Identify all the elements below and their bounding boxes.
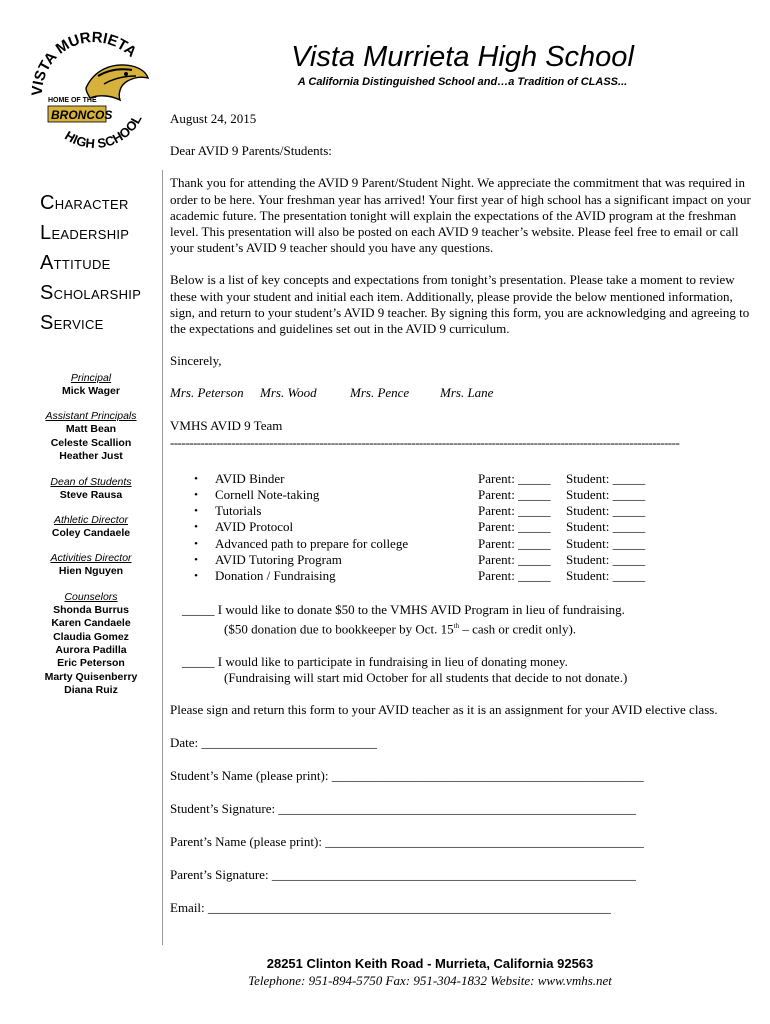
list-item: • AVID Tutoring Program Parent: _____ Student: _____	[194, 551, 646, 567]
parent-initial-field[interactable]: Parent: _____	[478, 567, 551, 583]
fundraising-option-line: _____ I would like to participate in fundraising in lieu of donating money.	[182, 653, 568, 669]
letter-paragraph: Below is a list of key concepts and expectations from tonight’s presentation. Please take a moment to review these with your student and initial each item. Additionally, please provide the below mentioned information, sign, and return to your student’s AVID 9 teacher. By signing this form, you are acknowledging and agreeing to the expectations and guidelines set out in the AVID 9 curriculum.	[170, 272, 750, 337]
teacher-signature: Mrs. Lane	[440, 385, 494, 401]
teacher-signature: Mrs. Peterson	[170, 385, 244, 401]
student-initial-field[interactable]: Student: _____	[566, 487, 646, 503]
donation-option-note: ($50 donation due to bookkeeper by Oct. 15th – cash or credit only).	[224, 621, 577, 637]
donation-option[interactable]	[182, 602, 755, 638]
value-character: CHARACTER	[40, 192, 129, 214]
logo-mascot-text: BRONCOS	[51, 108, 113, 122]
student-initial-field[interactable]: Student: _____	[566, 567, 646, 583]
staff-name: Claudia Gomez	[53, 630, 129, 643]
parent-initial-field[interactable]: Parent: _____	[478, 551, 551, 567]
staff-assistant-principals	[20, 410, 162, 463]
list-item: • Cornell Note-taking Parent: _____ Student: _____	[194, 487, 646, 503]
school-logo	[28, 26, 158, 158]
staff-name: Celeste Scallion	[50, 436, 132, 449]
student-signature-field[interactable]: Student’s Signature: _______________________________________________________	[170, 800, 636, 816]
staff-athletic-director	[20, 514, 162, 540]
letter-date: August 24, 2015	[170, 111, 257, 126]
logo-lower-text: HIGH SCHOOL	[62, 111, 145, 152]
staff-counselors	[20, 591, 162, 698]
staff-name: Shonda Burrus	[53, 603, 129, 616]
staff-name: Hien Nguyen	[58, 565, 124, 578]
staff-name: Steve Rausa	[59, 488, 123, 501]
student-name-field[interactable]: Student’s Name (please print): ________________________________________________	[170, 767, 644, 783]
value-attitude: ATTITUDE	[40, 252, 111, 274]
list-item: • Tutorials Parent: _____ Student: _____	[194, 503, 646, 519]
value-service: SERVICE	[40, 312, 104, 334]
letter-paragraph: Thank you for attending the AVID 9 Parent/Student Night. We appreciate the commitment that was required in order to be here. Your freshman year has arrived! Your first year of high school has a significant impact on your academic future. The presentation tonight will explain the expectations of the AVID program at the freshman level. This presentation will also be posted on each AVID 9 teacher’s website. Please feel free to email or call your student’s AVID 9 teacher should you have any questions.	[170, 175, 751, 256]
student-initial-field[interactable]: Student: _____	[566, 519, 646, 535]
teacher-signature: Mrs. Wood	[260, 385, 317, 401]
staff-name: Karen Candaele	[51, 617, 131, 630]
staff-title: Assistant Principals	[45, 410, 137, 423]
staff-name: Matt Bean	[65, 423, 117, 436]
donation-option-line: _____ I would like to donate $50 to the VMHS AVID Program in lieu of fundraising.	[182, 602, 625, 618]
school-address: 28251 Clinton Keith Road - Murrieta, California 92563	[266, 956, 594, 971]
cut-line: -------------------------------------------------------------------------------------------------------------------------------------	[170, 434, 680, 450]
logo-arc-text: VISTA MURRIETA	[28, 28, 140, 97]
staff-name: Coley Candaele	[51, 527, 131, 540]
staff-name: Mick Wager	[62, 385, 120, 397]
parent-name-field[interactable]: Parent’s Name (please print): _________________________________________________	[170, 833, 644, 849]
staff-name: Aurora Padilla	[55, 644, 127, 657]
staff-name: Eric Peterson	[57, 657, 125, 670]
parent-initial-field[interactable]: Parent: _____	[478, 519, 551, 535]
team-name: VMHS AVID 9 Team	[170, 417, 283, 433]
student-initial-field[interactable]: Student: _____	[566, 535, 646, 551]
expectations-list	[170, 471, 755, 584]
student-initial-field[interactable]: Student: _____	[566, 470, 646, 486]
instruction-text: Please sign and return this form to your AVID teacher as it is an assignment for your AVID elective class.	[170, 702, 718, 718]
value-leadership: LEADERSHIP	[40, 222, 130, 244]
staff-dean	[20, 476, 162, 502]
staff-title: Athletic Director	[53, 514, 129, 527]
letterhead	[170, 40, 755, 88]
staff-title: Dean of Students	[50, 475, 132, 488]
list-item: • AVID Protocol Parent: _____ Student: _____	[194, 519, 646, 535]
list-item: • Advanced path to prepare for college Parent: _____ Student: _____	[194, 535, 646, 551]
letter-salutation: Dear AVID 9 Parents/Students:	[170, 143, 332, 159]
list-item: • AVID Binder Parent: _____ Student: _____	[194, 470, 646, 486]
teacher-signatures	[170, 385, 755, 401]
staff-title: Activities Director	[50, 552, 132, 565]
class-values	[40, 190, 141, 340]
letter-body	[170, 111, 755, 933]
parent-signature-field[interactable]: Parent’s Signature: ________________________________________________________	[170, 866, 636, 882]
staff-principal	[20, 372, 162, 398]
date-field[interactable]: Date: ___________________________	[170, 734, 377, 750]
parent-initial-field[interactable]: Parent: _____	[478, 470, 551, 486]
staff-name: Diana Ruiz	[64, 684, 118, 697]
email-field[interactable]: Email: ______________________________________________________________	[170, 899, 611, 915]
list-item: • Donation / Fundraising Parent: _____ Student: _____	[194, 567, 646, 583]
logo-home-text: HOME OF THE	[48, 97, 97, 104]
school-contact: Telephone: 951-894-5750 Fax: 951-304-1832 Website: www.vmhs.net	[248, 973, 612, 988]
student-initial-field[interactable]: Student: _____	[566, 503, 646, 519]
fundraising-option[interactable]	[182, 654, 755, 686]
staff-title: Counselors	[64, 590, 118, 603]
student-initial-field[interactable]: Student: _____	[566, 551, 646, 567]
teacher-signature: Mrs. Pence	[350, 385, 410, 401]
staff-activities-director	[20, 552, 162, 578]
staff-title: Principal	[70, 372, 112, 384]
parent-initial-field[interactable]: Parent: _____	[478, 487, 551, 503]
footer	[170, 956, 690, 990]
school-tagline: A California Distinguished School and…a Tradition of CLASS...	[297, 76, 628, 88]
staff-name: Heather Just	[59, 450, 123, 463]
staff-directory	[20, 372, 162, 710]
staff-name: Marty Quisenberry	[44, 670, 138, 683]
school-name: Vista Murrieta High School	[291, 41, 634, 73]
parent-initial-field[interactable]: Parent: _____	[478, 535, 551, 551]
value-scholarship: SCHOLARSHIP	[40, 282, 142, 304]
fundraising-option-note: (Fundraising will start mid October for all students that decide to not donate.)	[224, 670, 628, 686]
letter-closing: Sincerely,	[170, 353, 222, 369]
parent-initial-field[interactable]: Parent: _____	[478, 503, 551, 519]
sidebar-divider	[162, 170, 163, 945]
